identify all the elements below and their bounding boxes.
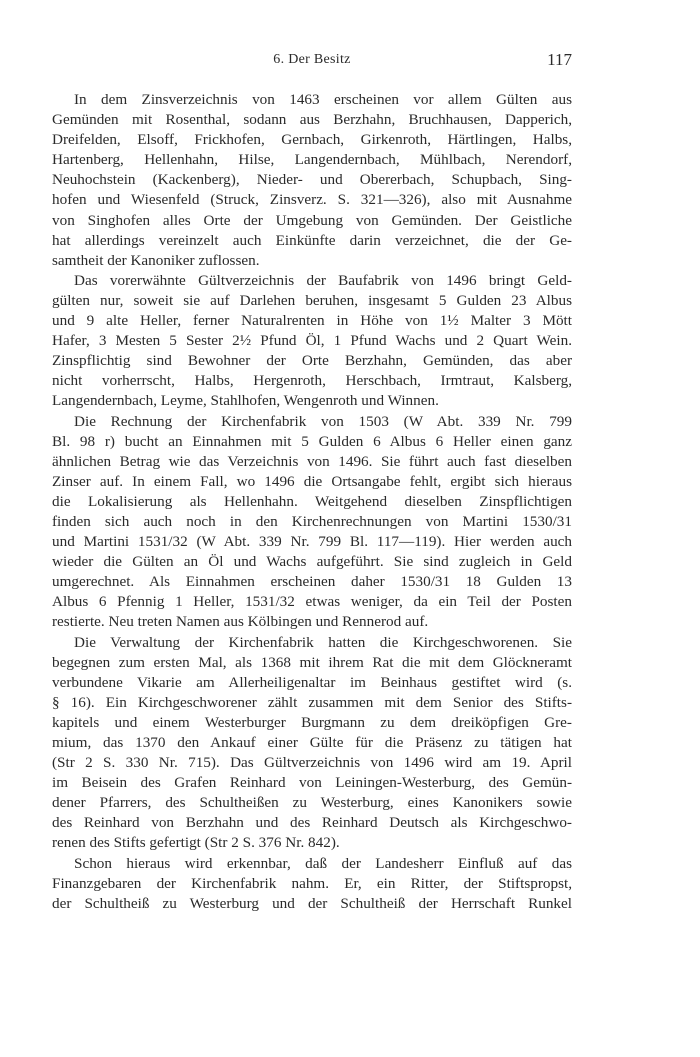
text-line: verbundene Vikarie am Allerheiligenaltar im Beinhaus gestiftet wird (s. bbox=[52, 673, 572, 691]
text-line: restierte. Neu treten Namen aus Kölbingen und Rennerod auf. bbox=[52, 613, 429, 631]
text-line: umgerechnet. Als Einnahmen erscheinen daher 1530/31 18 Gulden 13 bbox=[52, 573, 572, 591]
text-line: mium, das 1370 den Ankauf einer Gülte für die Präsenz zu tätigen hat bbox=[52, 734, 572, 751]
text-line: Dreifelden, Elsoff, Frickhofen, Gernbach, Girkenroth, Härtlingen, Halbs, bbox=[52, 131, 572, 149]
text-line: (Str 2 S. 330 Nr. 715). Das Gültverzeichnis von 1496 wird am 19. April bbox=[52, 754, 572, 772]
text-line: Neuhochstein (Kackenberg), Nieder- und Obererbach, Schupbach, Sing- bbox=[52, 171, 572, 189]
text-line: renen des Stifts gefertigt (Str 2 S. 376 Nr. 842). bbox=[52, 834, 340, 852]
body-text bbox=[52, 90, 572, 914]
running-head bbox=[52, 50, 572, 72]
text-line: kapitels und einem Westerburger Burgmann zu dem dreiköpfigen Gre- bbox=[52, 713, 572, 731]
text-line: wieder die Gülten an Öl und Wachs aufgeführt. Sie sind zugleich in Geld bbox=[52, 553, 572, 571]
text-line: und Martini 1531/32 (W Abt. 339 Nr. 799 Bl. 117—119). Hier werden auch bbox=[52, 533, 572, 551]
text-line: dener Pfarrers, des Schultheißen zu Westerburg, eines Kanonikers sowie bbox=[52, 794, 572, 812]
text-line: Zinser auf. In einem Fall, wo 1496 die Ortsangabe fehlt, ergibt sich hieraus bbox=[52, 472, 572, 490]
text-line: Die Verwaltung der Kirchenfabrik hatten die Kirchgeschworenen. Sie bbox=[74, 633, 572, 651]
text-line: In dem Zinsverzeichnis von 1463 erscheinen vor allem Gülten aus bbox=[74, 91, 572, 108]
text-line: hat allerdings vereinzelt auch Einkünfte darin verzeichnet, die der Ge- bbox=[52, 231, 572, 249]
text-line: der Schultheiß zu Westerburg und der Schultheiß der Herrschaft Runkel bbox=[52, 894, 572, 912]
text-line: ähnlichen Betrag wie das Verzeichnis von 1496. Sie führt auch fast dieselben bbox=[52, 452, 572, 470]
text-line: begegnen zum ersten Mal, als 1368 mit ihrem Rat die mit dem Glöckneramt bbox=[52, 653, 572, 671]
paragraph bbox=[52, 271, 572, 412]
paragraph bbox=[52, 90, 572, 271]
text-line: Die Rechnung der Kirchenfabrik von 1503 (W Abt. 339 Nr. 799 bbox=[74, 412, 572, 430]
text-line: Bl. 98 r) bucht an Einnahmen mit 5 Gulden 6 Albus 6 Heller einen ganz bbox=[52, 432, 572, 450]
page-number: 117 bbox=[547, 50, 572, 69]
text-line: Gemünden mit Rosenthal, sodann aus Berzhahn, Bruchhausen, Dapperich, bbox=[52, 111, 572, 129]
text-line: finden sich auch noch in den Kirchenrechnungen von Martini 1530/31 bbox=[52, 512, 572, 530]
text-line: hofen und Wiesenfeld (Struck, Zinsverz. S. 321—326), also mit Ausnahme bbox=[52, 191, 572, 209]
text-line: Finanzgebaren der Kirchenfabrik nahm. Er, ein Ritter, der Stiftspropst, bbox=[52, 874, 572, 892]
text-line: und 9 alte Heller, ferner Naturalrenten in Höhe von 1½ Malter 3 Mött bbox=[52, 312, 572, 330]
text-line: samtheit der Kanoniker zuflossen. bbox=[52, 251, 260, 269]
text-line: Albus 6 Pfennig 1 Heller, 1531/32 etwas weniger, da ein Teil der Posten bbox=[52, 593, 572, 611]
text-line: nicht vorherrscht, Halbs, Hergenroth, Herschbach, Irmtraut, Kalsberg, bbox=[52, 372, 572, 390]
text-line: Langendernbach, Leyme, Stahlhofen, Wengenroth und Winnen. bbox=[52, 392, 439, 410]
text-line: Das vorerwähnte Gültverzeichnis der Baufabrik von 1496 bringt Geld- bbox=[74, 271, 572, 289]
chapter-title: 6. Der Besitz bbox=[273, 52, 351, 67]
text-line: die Lokalisierung als Hellenhahn. Weitgehend dieselben Zinspflichtigen bbox=[52, 492, 572, 510]
text-line: Zinspflichtig sind Bewohner der Orte Berzhahn, Gemünden, das aber bbox=[52, 352, 572, 370]
text-line: Hartenberg, Hellenhahn, Hilse, Langendernbach, Mühlbach, Nerendorf, bbox=[52, 151, 572, 169]
text-line: des Reinhard von Berzhahn und des Reinhard Deutsch als Kirchgeschwo- bbox=[52, 814, 572, 832]
text-line: Hafer, 3 Mesten 5 Sester 2½ Pfund Öl, 1 Pfund Wachs und 2 Quart Wein. bbox=[52, 332, 572, 350]
paragraph bbox=[52, 412, 572, 633]
text-line: Schon hieraus wird erkennbar, daß der Landesherr Einfluß auf das bbox=[74, 854, 572, 872]
paragraph bbox=[52, 633, 572, 854]
text-line: im Beisein des Grafen Reinhard von Leiningen-Westerburg, des Gemün- bbox=[52, 774, 572, 792]
paragraph bbox=[52, 854, 572, 914]
text-line: gülten nur, soweit sie auf Darlehen beruhen, insgesamt 5 Gulden 23 Albus bbox=[52, 291, 572, 309]
text-line: § 16). Ein Kirchgeschworener zählt zusammen mit dem Senior des Stifts- bbox=[52, 693, 572, 711]
text-line: von Singhofen alles Orte der Umgebung von Gemünden. Der Geistliche bbox=[52, 211, 572, 229]
